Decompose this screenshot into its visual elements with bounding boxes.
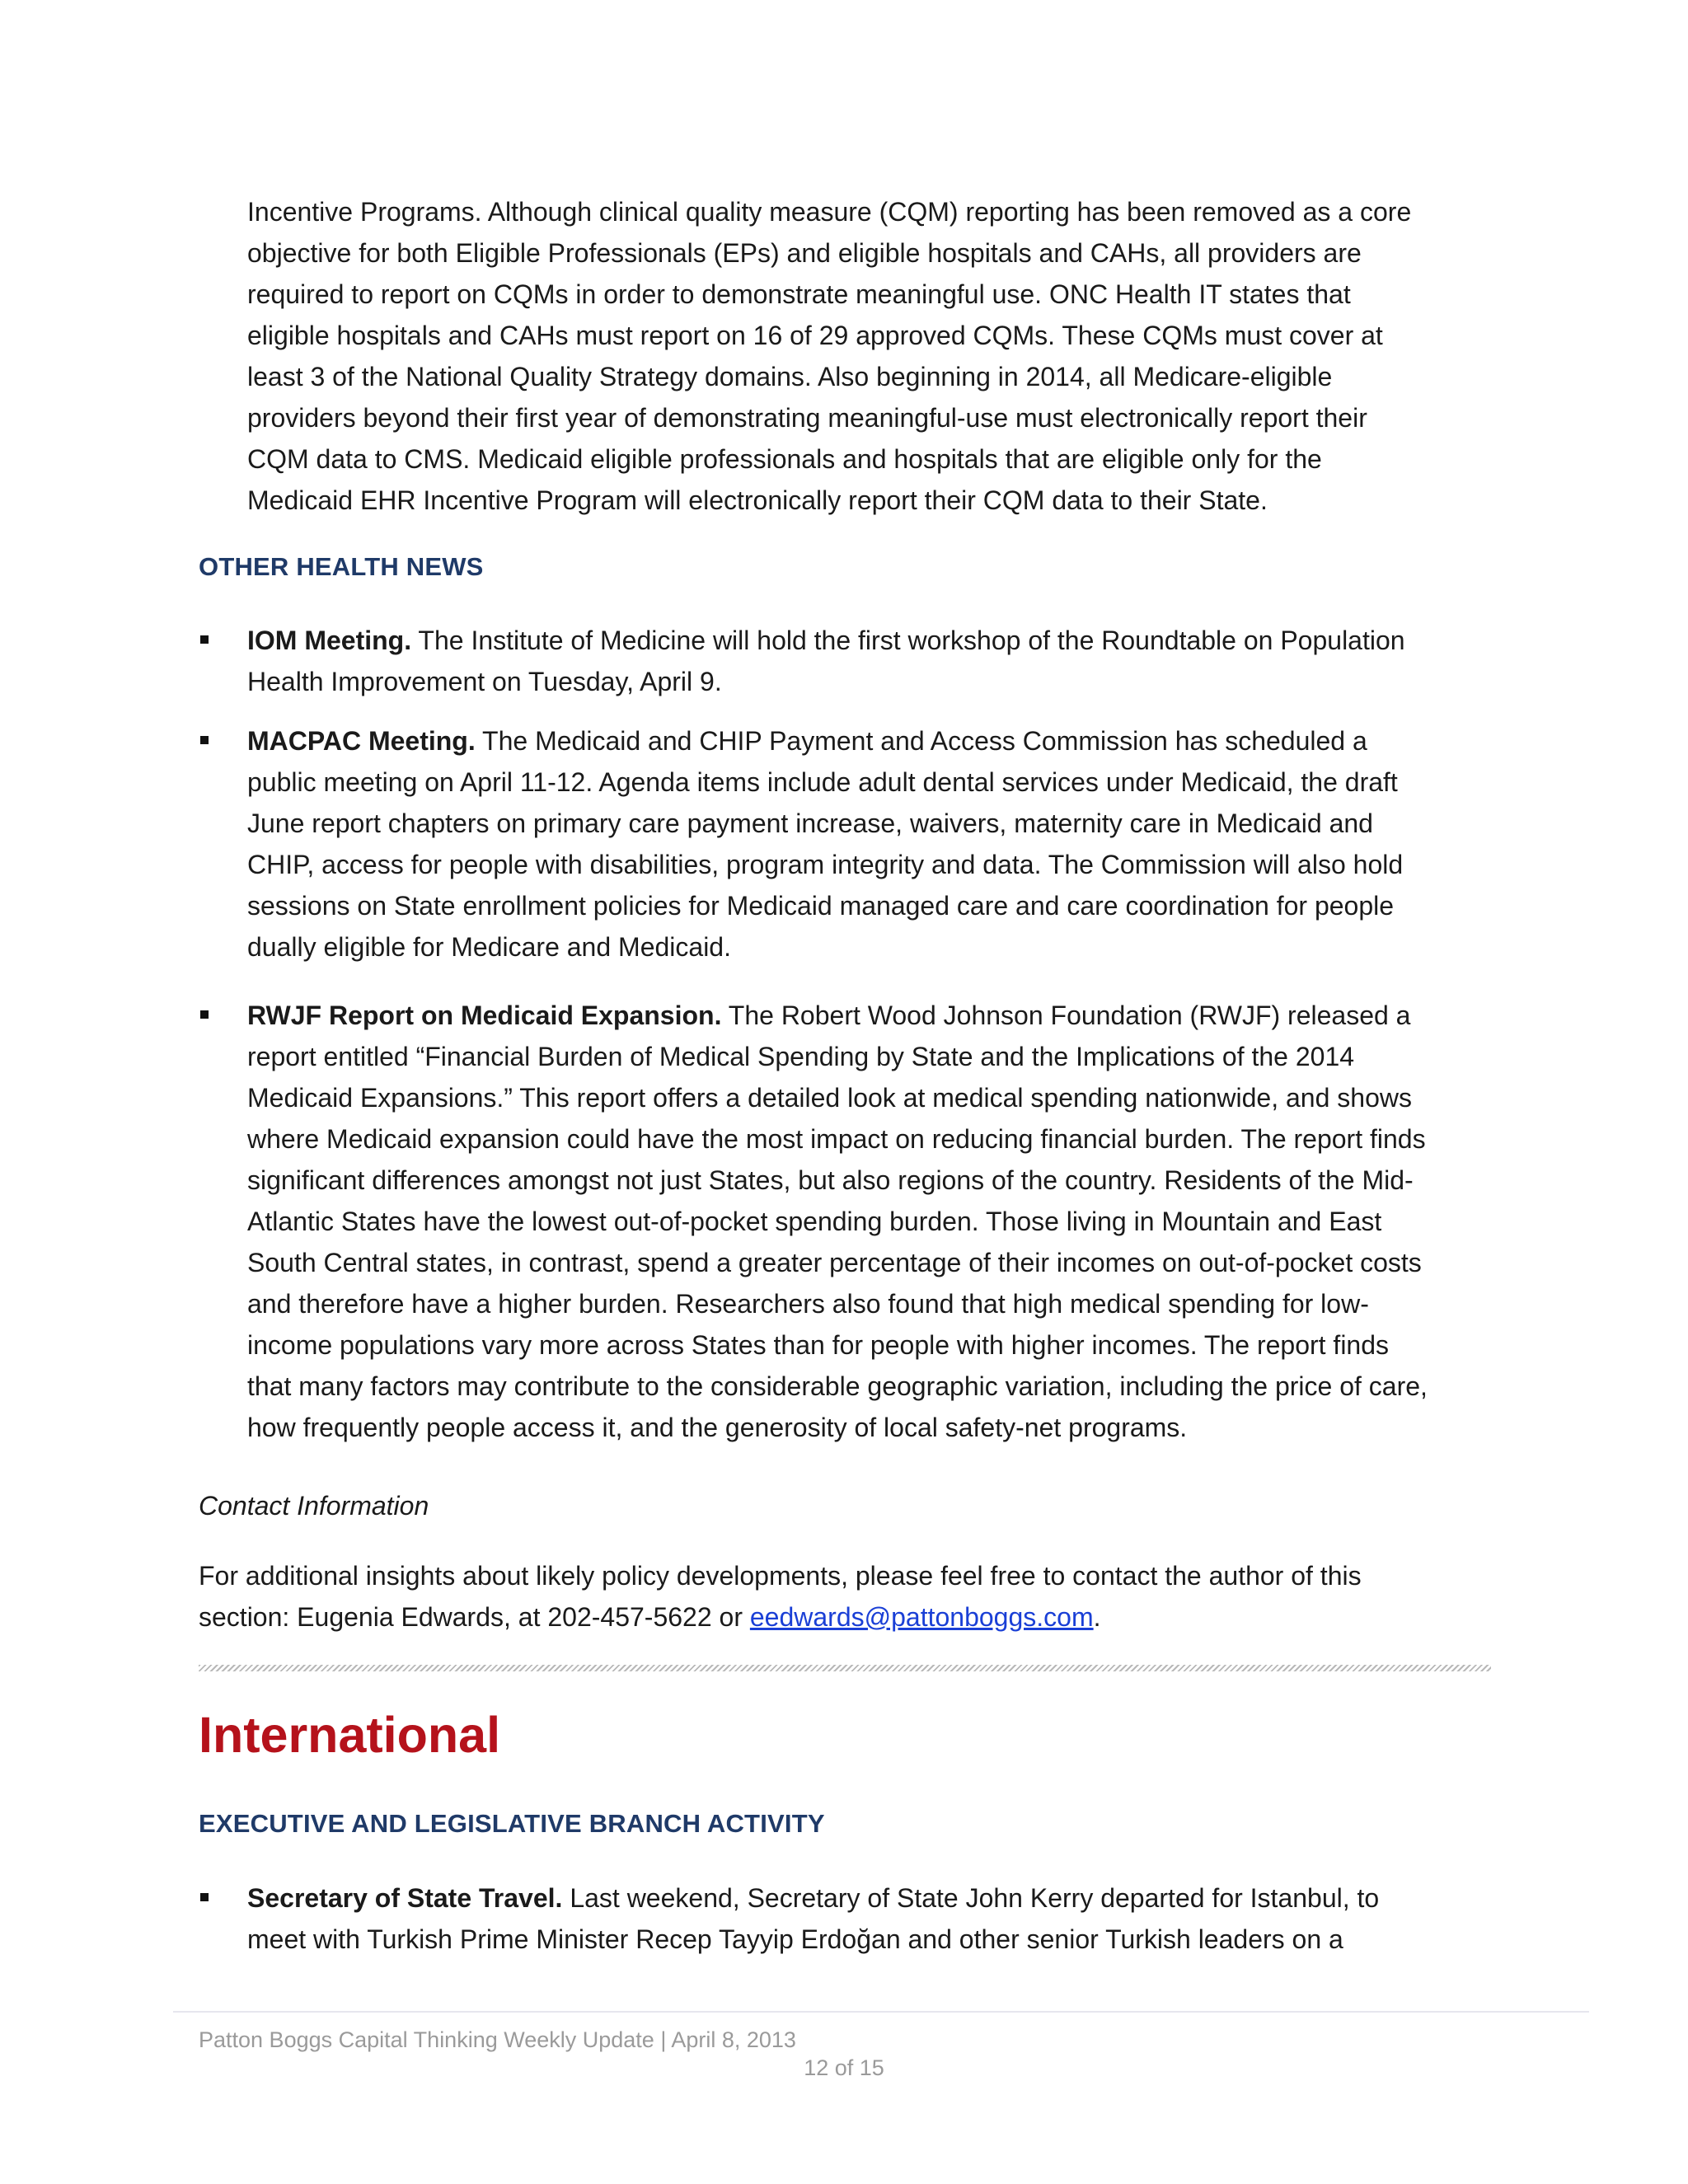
text-line: least 3 of the National Quality Strategy domains. Also beginning in 2014, all Medicare-eligible bbox=[247, 362, 1333, 391]
text-line: The Institute of Medicine will hold the first workshop of the Roundtable on Population bbox=[411, 626, 1405, 655]
text-line: required to report on CQMs in order to demonstrate meaningful use. ONC Health IT states that bbox=[247, 279, 1351, 309]
footer-publication: Patton Boggs Capital Thinking Weekly Update | April 8, 2013 bbox=[199, 2027, 796, 2052]
item-title: MACPAC Meeting. bbox=[247, 726, 476, 756]
text-line: CQM data to CMS. Medicaid eligible professionals and hospitals that are eligible only for the bbox=[247, 444, 1322, 474]
text-line: eligible hospitals and CAHs must report on 16 of 29 approved CQMs. These CQMs must cover at bbox=[247, 321, 1383, 350]
intro-paragraph bbox=[247, 191, 1500, 521]
bullet-icon bbox=[200, 1893, 209, 1901]
text-line: sessions on State enrollment policies for Medicaid managed care and care coordination for people bbox=[247, 891, 1395, 921]
section-divider bbox=[199, 1665, 1491, 1671]
text-line: The Medicaid and CHIP Payment and Access Commission has scheduled a bbox=[475, 726, 1367, 756]
contact-heading: Contact Information bbox=[199, 1491, 429, 1521]
text-line: South Central states, in contrast, spend a greater percentage of their incomes on out-of-pocket costs bbox=[247, 1248, 1422, 1277]
section-heading-other-health-news: OTHER HEALTH NEWS bbox=[199, 552, 484, 581]
section-heading-executive-legislative: EXECUTIVE AND LEGISLATIVE BRANCH ACTIVITY bbox=[199, 1809, 825, 1838]
text-line: dually eligible for Medicare and Medicaid. bbox=[247, 932, 731, 962]
list-item-rwjf-report bbox=[247, 995, 1500, 1448]
text-line: significant differences amongst not just States, but also regions of the country. Residents of the Mid- bbox=[247, 1165, 1414, 1195]
text-line: Incentive Programs. Although clinical quality measure (CQM) reporting has been removed as a core bbox=[247, 197, 1412, 227]
text-line: . bbox=[1093, 1602, 1101, 1632]
item-title: RWJF Report on Medicaid Expansion. bbox=[247, 1001, 722, 1030]
text-line: income populations vary more across States than for people with higher incomes. The report finds bbox=[247, 1330, 1390, 1360]
list-item-iom-meeting bbox=[247, 620, 1500, 702]
text-line: section: Eugenia Edwards, at 202-457-5622 or bbox=[199, 1602, 750, 1632]
text-line: where Medicaid expansion could have the most impact on reducing financial burden. The report finds bbox=[247, 1124, 1426, 1154]
page-number: 12 of 15 bbox=[804, 2055, 884, 2080]
text-line: that many factors may contribute to the considerable geographic variation, including the price of care, bbox=[247, 1371, 1428, 1401]
text-line: Atlantic States have the lowest out-of-pocket spending burden. Those living in Mountain and East bbox=[247, 1207, 1382, 1236]
text-line: providers beyond their first year of demonstrating meaningful-use must electronically report their bbox=[247, 403, 1367, 433]
text-line: CHIP, access for people with disabilities, program integrity and data. The Commission will also hold bbox=[247, 850, 1404, 879]
bullet-icon bbox=[200, 635, 209, 644]
text-line: how frequently people access it, and the generosity of local safety-net programs. bbox=[247, 1413, 1188, 1442]
text-line: public meeting on April 11-12. Agenda items include adult dental services under Medicaid, the draft bbox=[247, 767, 1398, 797]
text-line: Medicaid EHR Incentive Program will electronically report their CQM data to their State. bbox=[247, 485, 1268, 515]
footer-rule bbox=[173, 2011, 1589, 2013]
text-line: report entitled “Financial Burden of Medical Spending by State and the Implications of the 2014 bbox=[247, 1042, 1355, 1071]
item-title: IOM Meeting. bbox=[247, 626, 412, 655]
section-title-international: International bbox=[199, 1707, 501, 1763]
text-line: For additional insights about likely policy developments, please feel free to contact the author of this bbox=[199, 1561, 1362, 1591]
text-line: June report chapters on primary care payment increase, waivers, maternity care in Medicaid and bbox=[247, 808, 1373, 838]
bullet-icon bbox=[200, 736, 209, 744]
list-item-macpac-meeting bbox=[247, 720, 1500, 968]
contact-paragraph bbox=[199, 1555, 1501, 1638]
item-title: Secretary of State Travel. bbox=[247, 1883, 563, 1913]
bullet-icon bbox=[200, 1010, 209, 1019]
text-line: Health Improvement on Tuesday, April 9. bbox=[247, 667, 722, 696]
author-email-link[interactable]: eedwards@pattonboggs.com bbox=[749, 1602, 1094, 1632]
text-line: and therefore have a higher burden. Researchers also found that high medical spending for low- bbox=[247, 1289, 1369, 1319]
text-line: The Robert Wood Johnson Foundation (RWJF) released a bbox=[721, 1001, 1411, 1030]
text-line: objective for both Eligible Professionals (EPs) and eligible hospitals and CAHs, all providers are bbox=[247, 238, 1362, 268]
list-item-secretary-of-state-travel bbox=[247, 1877, 1500, 1960]
text-line: Last weekend, Secretary of State John Kerry departed for Istanbul, to bbox=[562, 1883, 1380, 1913]
text-line: meet with Turkish Prime Minister Recep Tayyip Erdoğan and other senior Turkish leaders on a bbox=[247, 1924, 1343, 1954]
text-line: Medicaid Expansions.” This report offers a detailed look at medical spending nationwide, and shows bbox=[247, 1083, 1412, 1113]
